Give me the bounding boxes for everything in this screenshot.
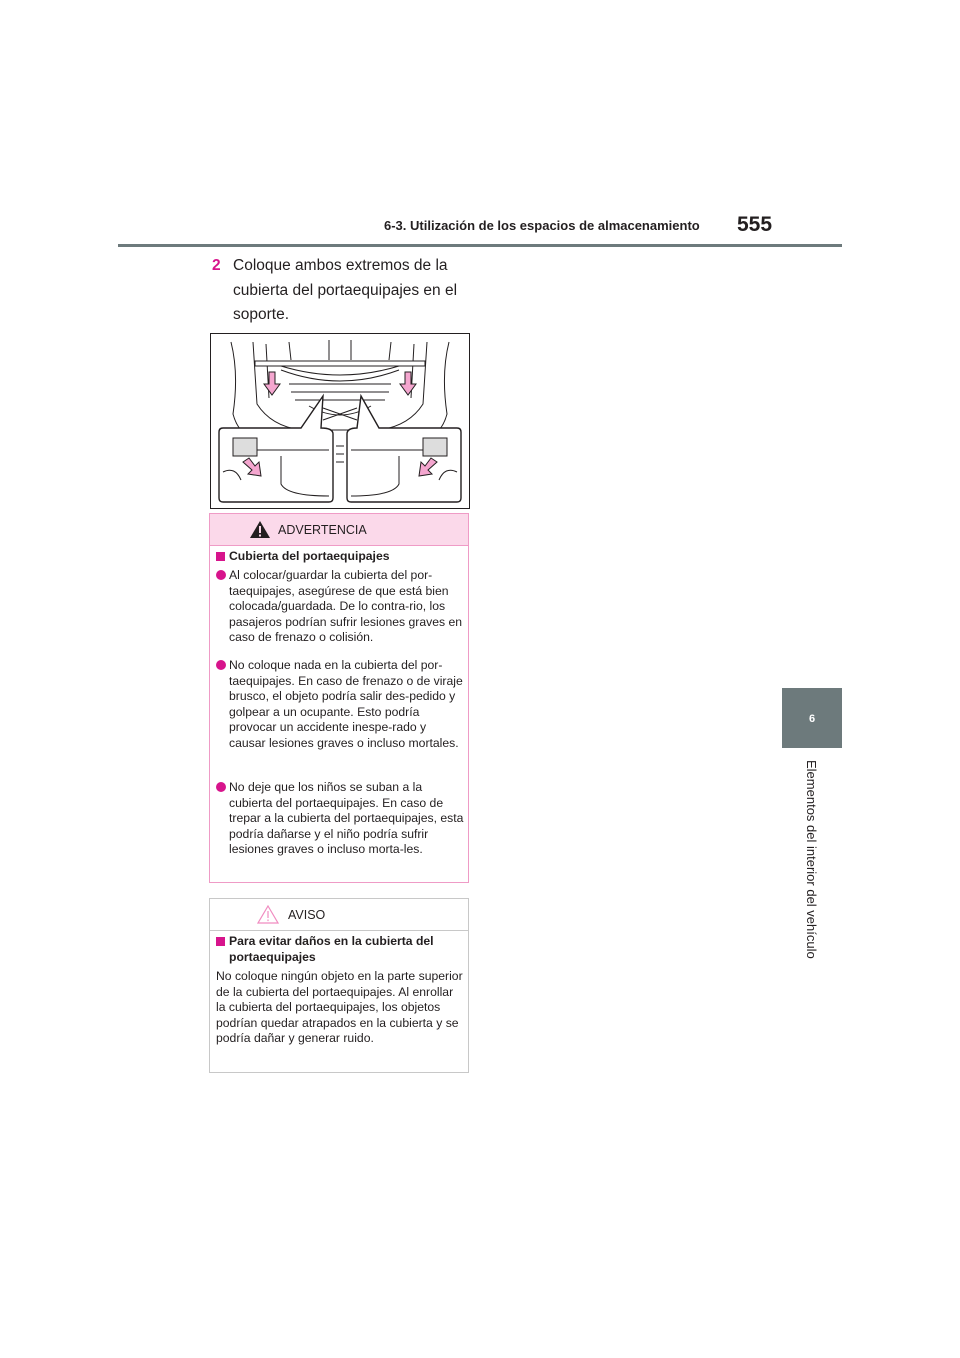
notice-title: AVISO <box>288 908 326 922</box>
notice-section-heading <box>216 934 462 965</box>
cargo-cover-illustration <box>210 333 470 509</box>
cargo-cover-drawing <box>211 334 469 508</box>
warning-bullet <box>216 658 464 751</box>
bullet-dot-icon <box>216 660 226 670</box>
warning-section-heading <box>216 549 462 565</box>
step-number: 2 <box>212 257 221 274</box>
notice-section-title: Para evitar daños en la cubierta del portaequipajes <box>229 934 434 964</box>
warning-section-title: Cubierta del portaequipajes <box>229 549 390 563</box>
warning-header <box>210 514 468 546</box>
header-divider <box>118 244 842 247</box>
chapter-tab <box>782 688 842 748</box>
section-square-icon <box>216 937 225 946</box>
warning-bullet-text: No deje que los niños se suban a la cubierta del portaequipajes. En caso de trepar a la cubierta del portaequipajes, esta podría dañarse y el niño podría sufrir lesiones graves o incluso morta-les. <box>229 780 464 856</box>
warning-triangle-icon <box>249 520 271 539</box>
step-text: Coloque ambos extremos de la cubierta del portaequipajes en el soporte. <box>233 257 458 323</box>
warning-bullet <box>216 780 464 858</box>
caution-triangle-icon <box>257 905 279 924</box>
chapter-side-label <box>805 760 821 970</box>
notice-header <box>210 899 468 931</box>
chapter-number: 6 <box>808 713 816 725</box>
notice-body-text: No coloque ningún objeto en la parte superior de la cubierta del portaequipajes. Al enrollar la cubierta del portaequipajes, los objetos podrían quedar atrapados en la cubierta y se podría dañar y generar ruido. <box>216 969 463 1045</box>
warning-bullet <box>216 568 464 646</box>
warning-bullet-text: No coloque nada en la cubierta del por-taequipajes. En caso de frenazo o de viraje brusco, el objeto podría salir des-pedido y golpear a un ocupante. Esto podría provocar un accidente inespe-rado y causar lesiones graves o incluso mortales. <box>229 658 463 750</box>
section-header-title: 6-3. Utilización de los espacios de almacenamiento <box>384 218 700 233</box>
chapter-title: Elementos del interior del vehículo <box>804 760 819 959</box>
bullet-dot-icon <box>216 570 226 580</box>
warning-bullet-text: Al colocar/guardar la cubierta del por-taequipajes, asegúrese de que está bien colocada/guardada. De lo contra-rio, los pasajeros podrían sufrir lesiones graves en caso de frenazo o colisión. <box>229 568 463 644</box>
page-number: 555 <box>737 213 773 236</box>
notice-box <box>209 898 469 1073</box>
warning-title: ADVERTENCIA <box>278 523 367 537</box>
bullet-dot-icon <box>216 782 226 792</box>
warning-box <box>209 513 469 883</box>
section-square-icon <box>216 552 225 561</box>
